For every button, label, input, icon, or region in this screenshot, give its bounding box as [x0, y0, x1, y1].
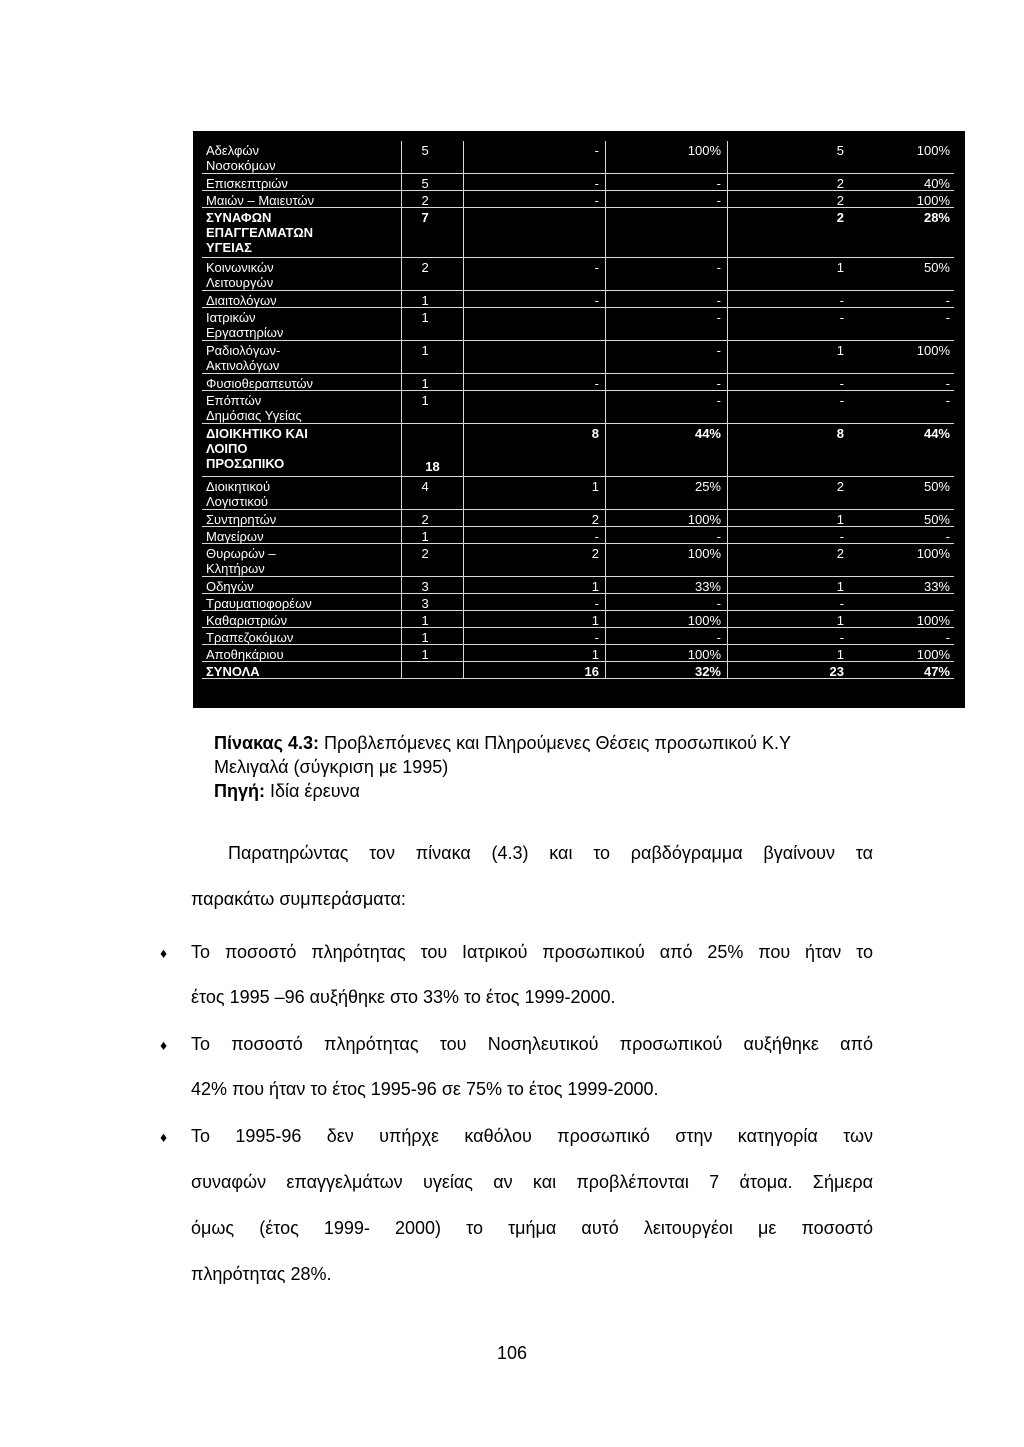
staff-table-body [202, 141, 954, 679]
planned-positions-value: 1 [421, 393, 429, 408]
fill-rate-2000: 100% [916, 647, 950, 662]
planned-positions [402, 341, 464, 373]
row-label: Συντηρητών [202, 510, 402, 526]
filled-1995 [464, 308, 606, 340]
filled-2000: - [839, 529, 844, 544]
staff-table [193, 131, 965, 708]
filled-2000: 2 [836, 210, 844, 225]
planned-positions [402, 191, 464, 207]
filled-2000: - [839, 310, 844, 325]
table-row [202, 577, 954, 594]
filled-1995: 1 [464, 577, 606, 593]
fill-rate-1995: - [606, 374, 728, 390]
row-label: Διαιτολόγων [202, 291, 402, 307]
fill-rate-1995: - [606, 628, 728, 644]
table-row [202, 141, 954, 174]
fill-rate-1995: 100% [606, 510, 728, 526]
table-row [202, 510, 954, 527]
fill-rate-1995: - [606, 174, 728, 190]
row-label: Κοινωνικών Λειτουργών [202, 258, 402, 290]
planned-positions [402, 208, 464, 257]
fill-rate-2000: - [945, 376, 950, 391]
filled-1995: - [464, 141, 606, 173]
fill-rate-2000: 44% [923, 426, 950, 441]
planned-positions-value: 3 [421, 596, 429, 611]
filled-2000: 1 [836, 512, 844, 527]
planned-positions [402, 391, 464, 423]
fill-rate-2000: 50% [923, 479, 950, 494]
filled-2000: 5 [836, 143, 844, 158]
planned-positions-value: 2 [421, 512, 429, 527]
planned-positions [402, 510, 464, 526]
bullet-3-line-2: συναφών επαγγελμάτων υγείας αν και προβλέπονται 7 άτομα. Σήμερα [191, 1172, 873, 1192]
row-label: Επισκεπτριών [202, 174, 402, 190]
planned-positions-value: 18 [425, 459, 440, 474]
planned-positions [402, 308, 464, 340]
fill-rate-2000: 100% [916, 546, 950, 561]
table-row [202, 424, 954, 477]
fill-rate-1995: 44% [606, 424, 728, 476]
fill-rate-1995: - [606, 527, 728, 543]
row-label: Αδελφών Νοσοκόμων [202, 141, 402, 173]
fill-rate-2000: - [945, 529, 950, 544]
filled-1995: 8 [464, 424, 606, 476]
planned-positions-value: 1 [421, 293, 429, 308]
row-label: Επόπτών Δημόσιας Υγείας [202, 391, 402, 423]
filled-2000: - [839, 596, 844, 611]
table-row [202, 391, 954, 424]
planned-positions [402, 424, 464, 476]
intro-line-2: παρακάτω συμπεράσματα: [191, 889, 406, 909]
filled-1995: 1 [464, 477, 606, 509]
caption-title-cont: Μελιγαλά (σύγκριση με 1995) [214, 757, 449, 777]
fill-rate-2000: - [945, 393, 950, 408]
filled-1995: - [464, 527, 606, 543]
fill-rate-2000: 50% [923, 260, 950, 275]
table-row [202, 477, 954, 510]
row-label: Μαγείρων [202, 527, 402, 543]
table-caption [214, 731, 974, 803]
fill-rate-1995: 100% [606, 544, 728, 576]
table-row [202, 628, 954, 645]
fill-rate-1995: 25% [606, 477, 728, 509]
planned-positions [402, 174, 464, 190]
planned-positions-value: 1 [421, 376, 429, 391]
row-label: ΔΙΟΙΚΗΤΙΚΟ ΚΑΙ ΛΟΙΠΟ ΠΡΟΣΩΠΙΚΟ [202, 424, 402, 476]
fill-rate-1995: 33% [606, 577, 728, 593]
planned-positions-value: 4 [421, 479, 429, 494]
row-label: ΣΥΝΑΦΩΝ ΕΠΑΓΓΕΛΜΑΤΩΝ ΥΓΕΙΑΣ [202, 208, 402, 257]
fill-rate-1995: - [606, 594, 728, 610]
filled-2000: 1 [836, 647, 844, 662]
planned-positions-value: 2 [421, 546, 429, 561]
table-row [202, 291, 954, 308]
fill-rate-2000: 40% [923, 176, 950, 191]
filled-1995: - [464, 191, 606, 207]
filled-1995: - [464, 174, 606, 190]
fill-rate-2000: 33% [923, 579, 950, 594]
planned-positions [402, 258, 464, 290]
filled-2000: - [839, 630, 844, 645]
row-label: Αποθηκάριου [202, 645, 402, 661]
table-row [202, 341, 954, 374]
planned-positions-value: 5 [421, 176, 429, 191]
planned-positions [402, 477, 464, 509]
table-row [202, 527, 954, 544]
fill-rate-1995: 32% [606, 662, 728, 678]
filled-2000: 1 [836, 613, 844, 628]
fill-rate-1995: - [606, 191, 728, 207]
bullet-3-line-3: όμως (έτος 1999- 2000) το τμήμα αυτό λειτουργέοι με ποσοστό [191, 1218, 873, 1238]
filled-2000: 1 [836, 260, 844, 275]
fill-rate-1995 [606, 208, 728, 257]
planned-positions-value: 7 [421, 210, 429, 225]
bullet-1-line-1: Το ποσοστό πληρότητας του Ιατρικού προσωπικού από 25% που ήταν το [191, 942, 873, 962]
planned-positions [402, 577, 464, 593]
planned-positions [402, 611, 464, 627]
bullet-1-line-2: έτος 1995 –96 αυξήθηκε στο 33% το έτος 1999-2000. [191, 987, 616, 1007]
planned-positions [402, 544, 464, 576]
planned-positions-value: 1 [421, 529, 429, 544]
filled-1995: - [464, 628, 606, 644]
fill-rate-2000: - [945, 293, 950, 308]
fill-rate-2000: 100% [916, 613, 950, 628]
filled-1995: 1 [464, 645, 606, 661]
planned-positions-value: 1 [421, 647, 429, 662]
fill-rate-2000: 47% [923, 664, 950, 679]
planned-positions-value: 1 [421, 613, 429, 628]
fill-rate-1995: - [606, 391, 728, 423]
bullet-icon: ♦ [160, 1037, 168, 1053]
fill-rate-1995: - [606, 258, 728, 290]
filled-1995: 16 [464, 662, 606, 678]
filled-1995: - [464, 291, 606, 307]
fill-rate-2000: 100% [916, 143, 950, 158]
table-row [202, 594, 954, 611]
fill-rate-1995: 100% [606, 141, 728, 173]
row-label: Οδηγών [202, 577, 402, 593]
row-label: Καθαριστριών [202, 611, 402, 627]
filled-1995: 2 [464, 510, 606, 526]
filled-1995 [464, 341, 606, 373]
fill-rate-2000: 28% [923, 210, 950, 225]
bullet-3-line-1: Το 1995-96 δεν υπήρχε καθόλου προσωπικό στην κατηγορία των [191, 1126, 873, 1146]
filled-2000: 1 [836, 343, 844, 358]
filled-1995: - [464, 594, 606, 610]
bullet-2-line-2: 42% που ήταν το έτος 1995-96 σε 75% το έτος 1999-2000. [191, 1079, 659, 1099]
fill-rate-2000 [848, 594, 954, 610]
filled-2000: - [839, 393, 844, 408]
filled-2000: 2 [836, 193, 844, 208]
planned-positions [402, 594, 464, 610]
filled-1995: 2 [464, 544, 606, 576]
fill-rate-1995: 100% [606, 645, 728, 661]
bullet-icon: ♦ [160, 1129, 168, 1145]
table-row [202, 258, 954, 291]
filled-2000: 2 [836, 546, 844, 561]
caption-table-number: Πίνακας 4.3: [214, 733, 319, 753]
table-row [202, 611, 954, 628]
filled-2000: 1 [836, 579, 844, 594]
bullet-2-line-1: Το ποσοστό πληρότητας του Νοσηλευτικού προσωπικού αυξήθηκε από [191, 1034, 873, 1054]
planned-positions [402, 141, 464, 173]
page-number: 106 [496, 1343, 528, 1363]
fill-rate-1995: - [606, 308, 728, 340]
filled-1995 [464, 208, 606, 257]
table-row [202, 308, 954, 341]
planned-positions [402, 628, 464, 644]
fill-rate-2000: - [945, 310, 950, 325]
table-row [202, 662, 954, 679]
filled-2000: 2 [836, 176, 844, 191]
row-label: ΣΥΝΟΛΑ [202, 662, 402, 678]
row-label: Τραπεζοκόμων [202, 628, 402, 644]
bullet-3-line-4: πληρότητας 28%. [191, 1264, 332, 1284]
planned-positions [402, 291, 464, 307]
table-row [202, 191, 954, 208]
filled-2000: - [839, 376, 844, 391]
row-label: Ιατρικών Εργαστηρίων [202, 308, 402, 340]
planned-positions [402, 374, 464, 390]
caption-source: Ιδία έρευνα [265, 781, 360, 801]
filled-2000: 2 [836, 479, 844, 494]
caption-title: Προβλεπόμενες και Πληρούμενες Θέσεις προσωπικού Κ.Υ [318, 733, 791, 753]
filled-1995: - [464, 258, 606, 290]
fill-rate-2000: 100% [916, 193, 950, 208]
filled-1995: - [464, 374, 606, 390]
filled-2000: 8 [836, 426, 844, 441]
planned-positions-value: 1 [421, 630, 429, 645]
row-label: Τραυματιοφορέων [202, 594, 402, 610]
row-label: Ραδιολόγων- Ακτινολόγων [202, 341, 402, 373]
filled-1995 [464, 391, 606, 423]
row-label: Μαιών – Μαιευτών [202, 191, 402, 207]
planned-positions-value: 2 [421, 260, 429, 275]
planned-positions-value: 5 [421, 143, 429, 158]
filled-1995: 1 [464, 611, 606, 627]
table-row [202, 208, 954, 258]
table-row [202, 374, 954, 391]
row-label: Φυσιοθεραπευτών [202, 374, 402, 390]
fill-rate-2000: 100% [916, 343, 950, 358]
table-row [202, 544, 954, 577]
planned-positions [402, 645, 464, 661]
intro-line-1: Παρατηρώντας τον πίνακα (4.3) και το ραβδόγραμμα βγαίνουν τα [228, 843, 873, 863]
table-row [202, 645, 954, 662]
planned-positions-value: 2 [421, 193, 429, 208]
fill-rate-2000: - [945, 630, 950, 645]
filled-2000: - [839, 293, 844, 308]
fill-rate-2000: 50% [923, 512, 950, 527]
fill-rate-1995: 100% [606, 611, 728, 627]
planned-positions-value: 1 [421, 343, 429, 358]
fill-rate-1995: - [606, 341, 728, 373]
row-label: Θυρωρών – Κλητήρων [202, 544, 402, 576]
planned-positions [402, 527, 464, 543]
planned-positions-value: 1 [421, 310, 429, 325]
table-row [202, 174, 954, 191]
planned-positions [402, 662, 464, 678]
row-label: Διοικητικού Λογιστικού [202, 477, 402, 509]
bullet-icon: ♦ [160, 945, 168, 961]
filled-2000: 23 [829, 664, 844, 679]
planned-positions-value: 3 [421, 579, 429, 594]
caption-source-label: Πηγή: [214, 781, 265, 801]
fill-rate-1995: - [606, 291, 728, 307]
